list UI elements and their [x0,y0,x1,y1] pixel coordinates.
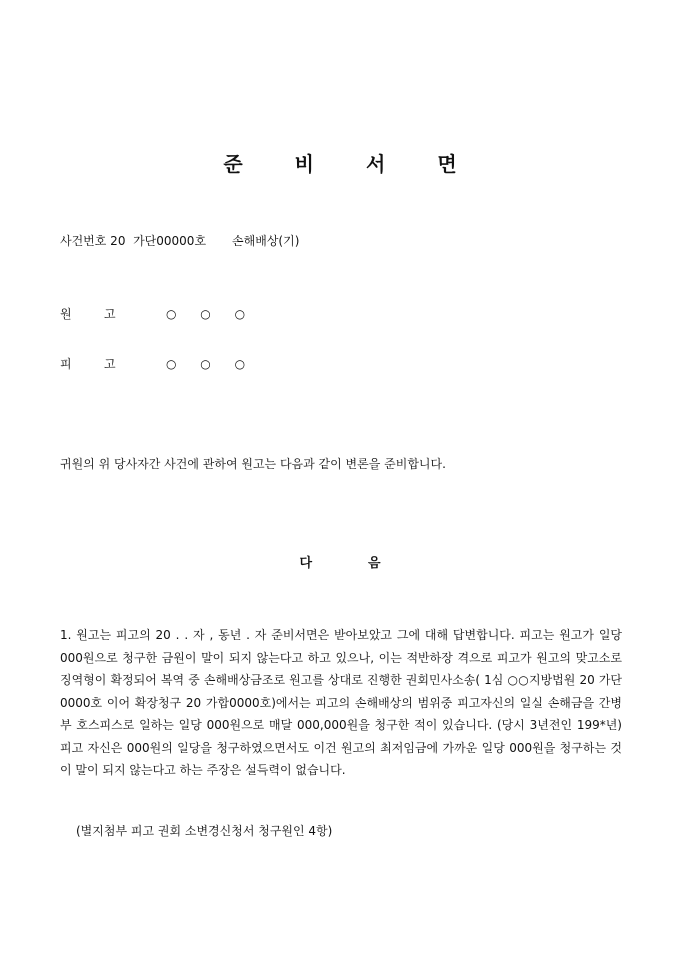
heading-char: 다 [299,556,312,571]
plaintiff-line [60,305,255,322]
plaintiff-name: ○ ○ ○ [166,307,256,321]
attachment-note: (별지첨부 피고 권회 소변경신청서 청구원인 4항) [76,824,333,838]
defendant-line [60,355,255,372]
intro-paragraph: 귀원의 위 당사자간 사건에 관하여 원고는 다음과 같이 변론을 준비합니다. [60,457,446,471]
title-char: 서 [366,152,386,176]
defendant-name: ○ ○ ○ [166,357,256,371]
title-char: 면 [437,152,457,176]
section-heading [0,552,680,571]
title-char: 준 [223,152,243,176]
title-char: 비 [294,152,314,176]
defendant-role-char: 피 [60,357,72,371]
document-title [0,148,680,177]
case-name: 손해배상(기) [232,234,300,248]
case-number: 사건번호 20 가단00000호 [60,234,207,248]
defendant-role-char: 고 [104,357,116,371]
heading-char: 음 [368,556,381,571]
case-info [60,232,299,249]
plaintiff-role-char: 원 [60,307,72,321]
body-paragraph: 1. 원고는 피고의 20 . . 자 , 동년 . 자 준비서면은 받아보았고 그에 대해 답변합니다. 피고는 원고가 일당 000원으로 청구한 금원이 말이 되지 않는다고 하고 있으나, 이는 적반하장 격으로 피고가 원고의 맞고소로 징역형이 확정되어 복역 중 손해배상금조로 원고를 상대로 진행한 권회민사소송( 1심 ○○지방법원 20 가단0000호 이어 확장청구 20 가합0000호)에서는 피고의 손해배상의 범위중 피고자신의 일실 손해금을 간병부 호스피스로 일하는 일당 000원으로 매달 000,000원을 청구한 적이 있습니다. (당시 3년전인 199*년) 피고 자신은 000원의 일당을 청구하였으면서도 이건 원고의 최저임금에 가까운 일당 000원을 청구하는 것이 말이 되지 않는다고 하는 주장은 설득력이 없습니다. [60,628,622,777]
plaintiff-role-char: 고 [104,307,116,321]
